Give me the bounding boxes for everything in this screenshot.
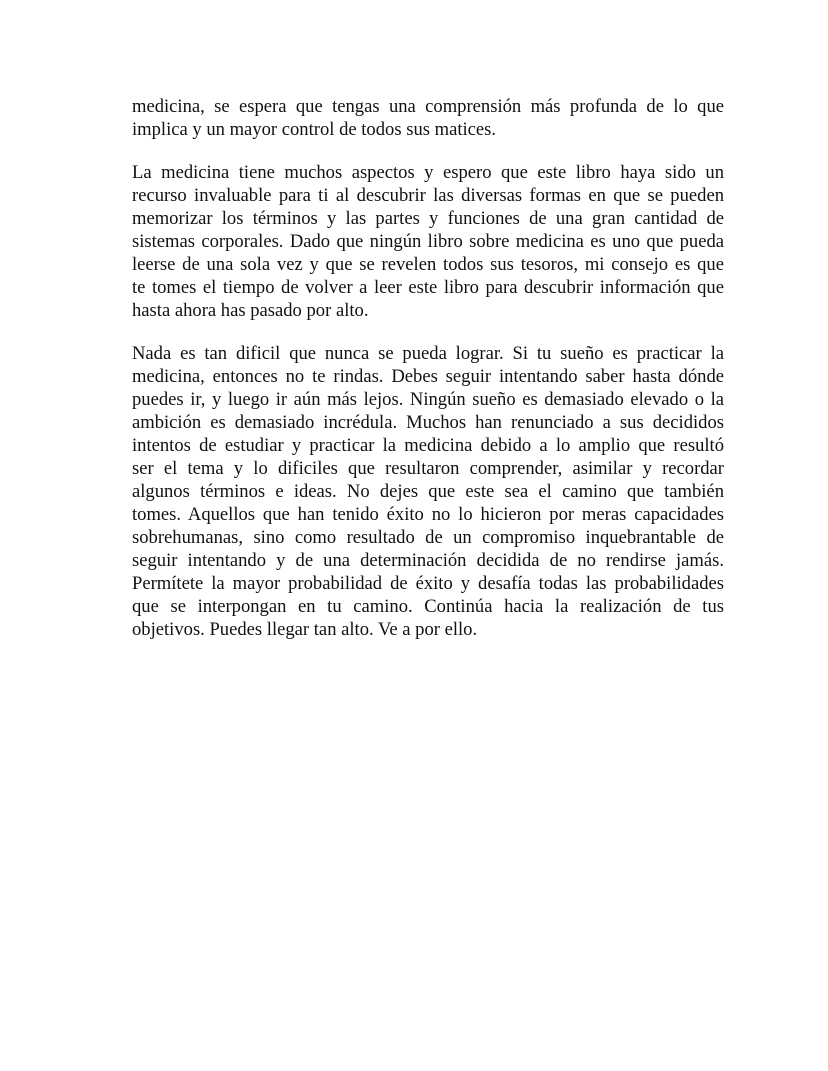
text-line: sobrehumanas, sino como resultado de un compromiso inquebrantable de xyxy=(132,527,724,548)
text-line: seguir intentando y de una determinación decidida de no rendirse jamás. xyxy=(132,550,724,571)
paragraph xyxy=(132,95,724,141)
text-line: te tomes el tiempo de volver a leer este libro para descubrir información que xyxy=(132,277,724,298)
document-page xyxy=(132,95,724,661)
text-line: Nada es tan dificil que nunca se pueda lograr. Si tu sueño es practicar la xyxy=(132,343,724,364)
text-line: ambición es demasiado incrédula. Muchos han renunciado a sus decididos xyxy=(132,412,724,433)
text-line: tomes. Aquellos que han tenido éxito no lo hicieron por meras capacidades xyxy=(132,504,724,525)
text-line: que se interpongan en tu camino. Continúa hacia la realización de tus xyxy=(132,596,724,617)
text-line: sistemas corporales. Dado que ningún libro sobre medicina es uno que pueda xyxy=(132,231,724,252)
text-line: objetivos. Puedes llegar tan alto. Ve a por ello. xyxy=(132,619,478,640)
text-line: ser el tema y lo dificiles que resultaron comprender, asimilar y recordar xyxy=(132,458,724,479)
paragraph xyxy=(132,161,724,322)
text-line: leerse de una sola vez y que se revelen todos sus tesoros, mi consejo es que xyxy=(132,254,724,275)
text-line: medicina, se espera que tengas una comprensión más profunda de lo que xyxy=(132,96,724,117)
text-line: recurso invaluable para ti al descubrir las diversas formas en que se pueden xyxy=(132,185,724,206)
text-line: algunos términos e ideas. No dejes que este sea el camino que también xyxy=(132,481,724,502)
paragraph xyxy=(132,342,724,641)
text-line: medicina, entonces no te rindas. Debes seguir intentando saber hasta dónde xyxy=(132,366,724,387)
text-line: Permítete la mayor probabilidad de éxito y desafía todas las probabilidades xyxy=(132,573,724,594)
text-line: implica y un mayor control de todos sus matices. xyxy=(132,119,497,140)
text-line: intentos de estudiar y practicar la medicina debido a lo amplio que resultó xyxy=(132,435,724,456)
text-line: hasta ahora has pasado por alto. xyxy=(132,300,369,321)
text-line: memorizar los términos y las partes y funciones de una gran cantidad de xyxy=(132,208,724,229)
text-line: puedes ir, y luego ir aún más lejos. Ningún sueño es demasiado elevado o la xyxy=(132,389,724,410)
text-line: La medicina tiene muchos aspectos y espero que este libro haya sido un xyxy=(132,162,724,183)
